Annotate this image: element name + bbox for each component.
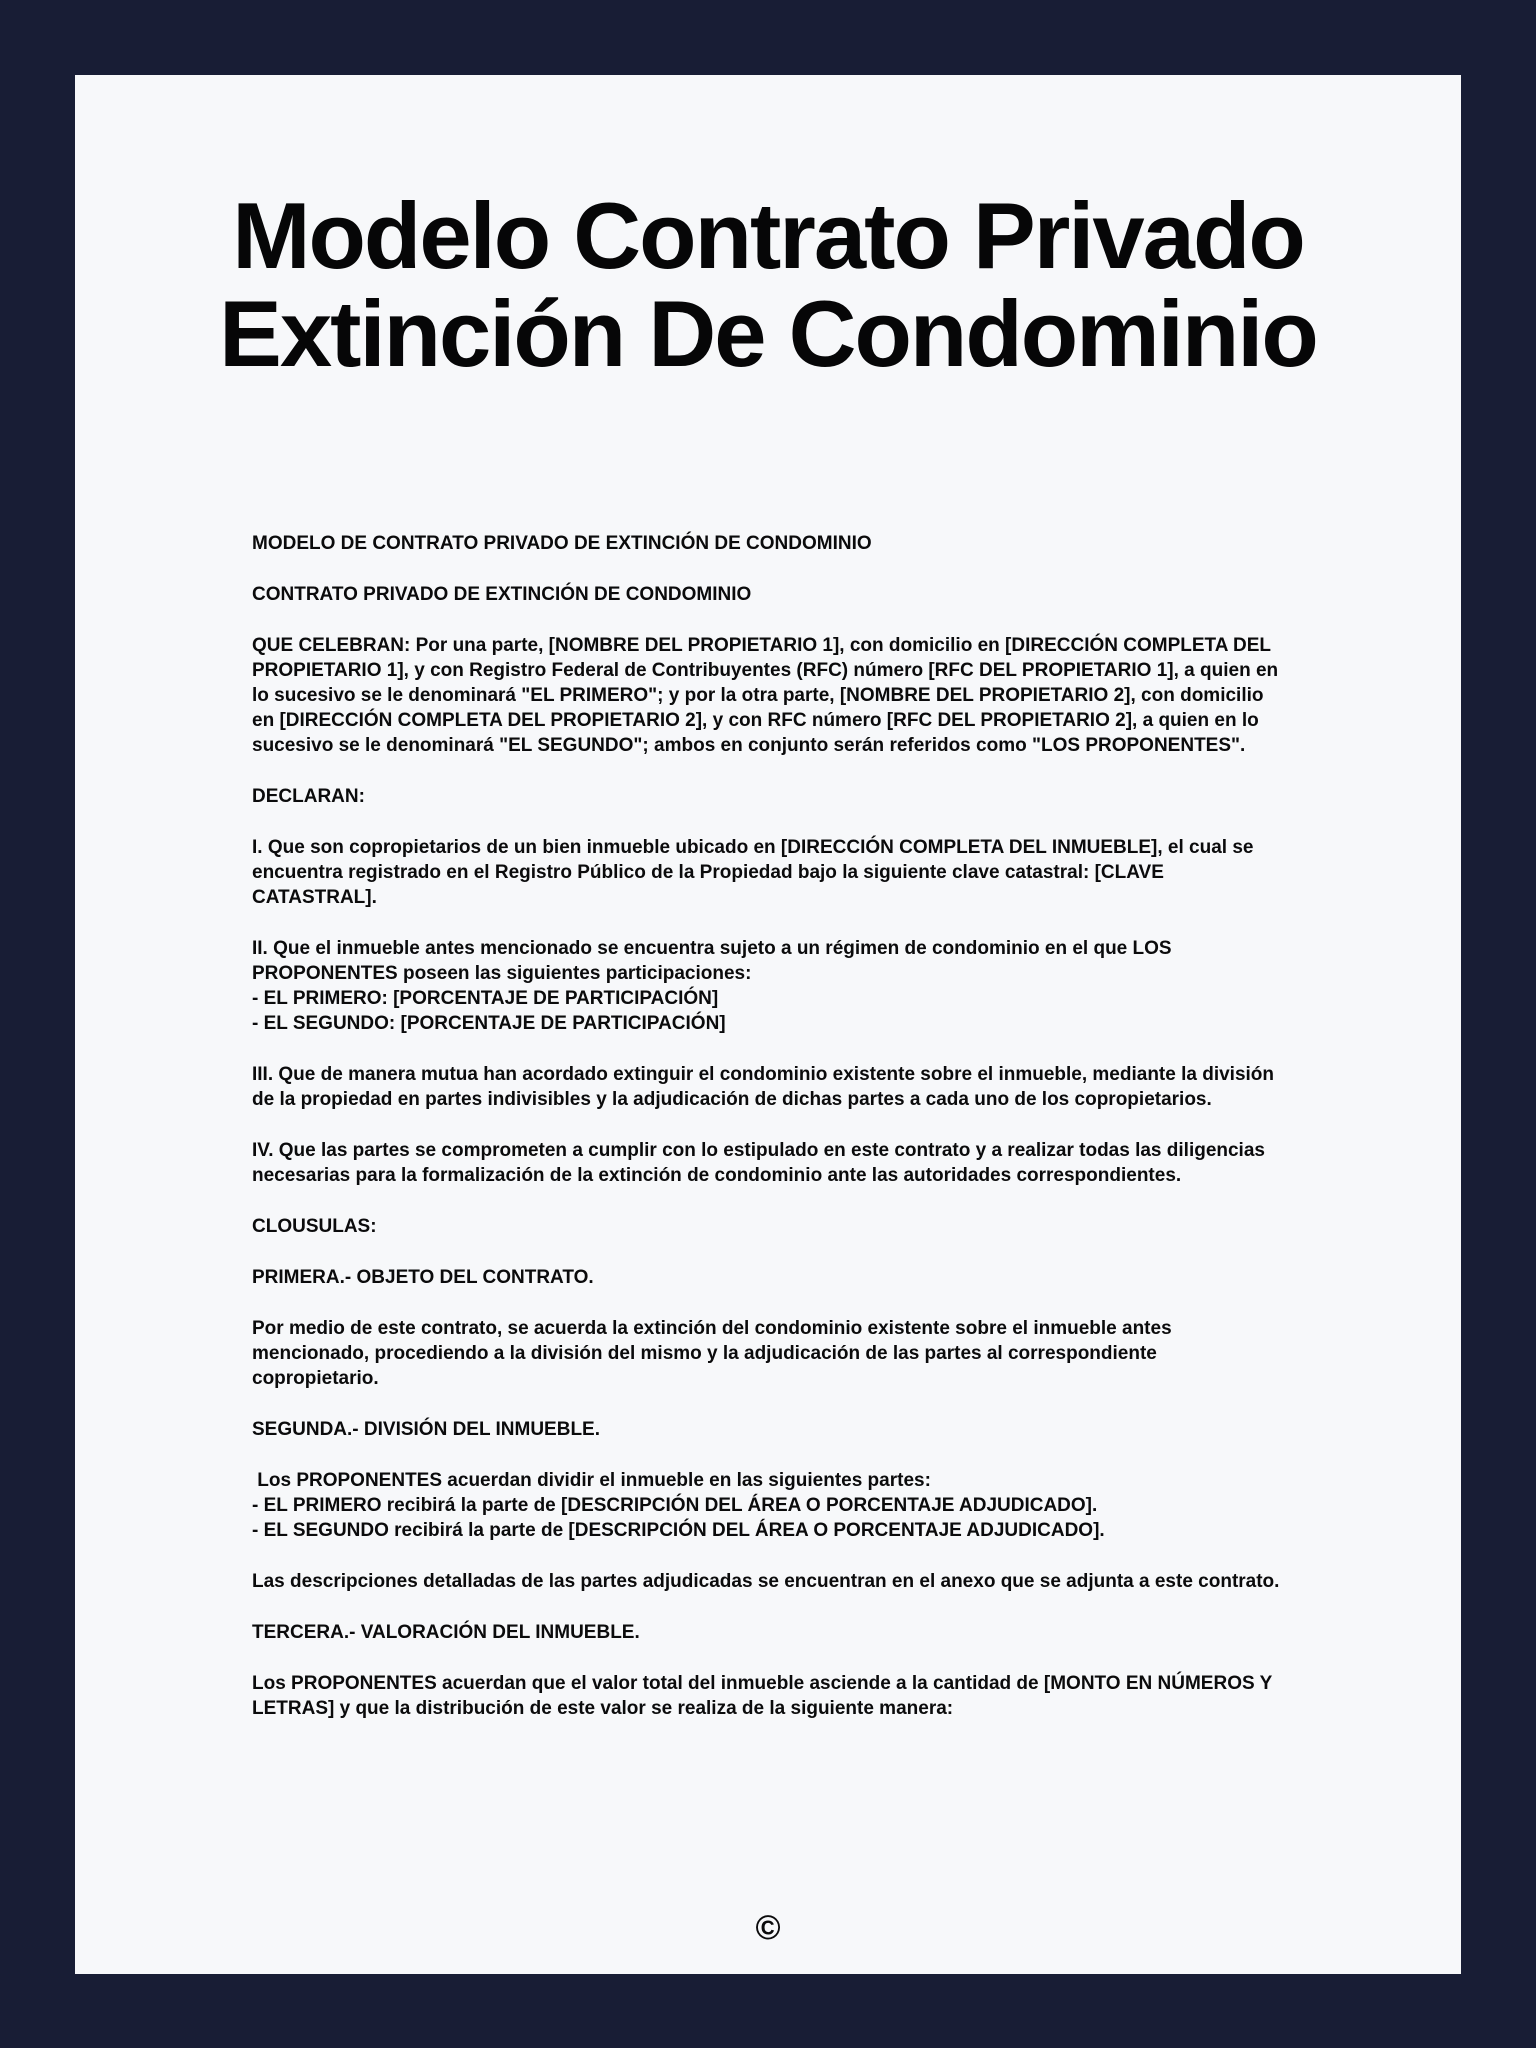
paragraph [252,1265,1284,1290]
paragraph-line: PRIMERA.- OBJETO DEL CONTRATO. [252,1266,594,1288]
paragraph [252,1569,1284,1594]
paragraph-line: TERCERA.- VALORACIÓN DEL INMUEBLE. [252,1621,640,1643]
page-title: Modelo Contrato Privado Extinción De Condominio [219,183,1317,386]
paragraph-line: DECLARAN: [252,785,365,807]
paragraph-line: QUE CELEBRAN: Por una parte, [NOMBRE DEL PROPIETARIO 1], con domicilio en [DIRECCIÓN COMPLETA DEL PROPIETARIO 1], y con Registro Federal de Contribuyentes (RFC) número [RFC DEL PROPIETARIO 1], a quien en lo sucesivo se le denominará "EL PRIMERO"; y por la otra parte, [NOMBRE DEL PROPIETARIO 2], con domicilio en [DIRECCIÓN COMPLETA DEL PROPIETARIO 2], y con RFC número [RFC DEL PROPIETARIO 2], a quien en lo sucesivo se le denominará "EL SEGUNDO"; ambos en conjunto serán referidos como "LOS PROPONENTES". [252,634,1284,756]
paragraph-line: CLOUSULAS: [252,1215,377,1237]
paragraph [252,1468,1284,1543]
paragraph [252,1062,1284,1112]
paragraph-line: II. Que el inmueble antes mencionado se encuentra sujeto a un régimen de condominio en el que LOS PROPONENTES poseen las siguientes participaciones: [252,937,1177,984]
paragraph [252,1417,1284,1442]
document-body [75,531,1461,1721]
paragraph-line: - EL PRIMERO recibirá la parte de [DESCRIPCIÓN DEL ÁREA O PORCENTAJE ADJUDICADO]. [252,1494,1098,1516]
paragraph [252,531,1284,556]
paragraph-line: IV. Que las partes se comprometen a cumplir con lo estipulado en este contrato y a realizar todas las diligencias necesarias para la formalización de la extinción de condominio ante las autoridades correspondientes. [252,1139,1271,1186]
paragraph-line: Por medio de este contrato, se acuerda la extinción del condominio existente sobre el inmueble antes mencionado, procediendo a la división del mismo y la adjudicación de las partes al correspondiente copropietario. [252,1317,1177,1389]
paragraph-line: - EL SEGUNDO recibirá la parte de [DESCRIPCIÓN DEL ÁREA O PORCENTAJE ADJUDICADO]. [252,1519,1105,1541]
paragraph [252,1316,1284,1391]
paragraph [252,1138,1284,1188]
paragraph-line: MODELO DE CONTRATO PRIVADO DE EXTINCIÓN DE CONDOMINIO [252,532,872,554]
paragraph-line: - EL SEGUNDO: [PORCENTAJE DE PARTICIPACIÓN] [252,1012,726,1034]
paragraph [252,784,1284,809]
paragraph [252,1214,1284,1239]
paragraph-line: I. Que son copropietarios de un bien inmueble ubicado en [DIRECCIÓN COMPLETA DEL INMUEBLE], el cual se encuentra registrado en el Registro Público de la Propiedad bajo la siguiente clave catastral: [CLAVE CATASTRAL]. [252,836,1259,908]
paragraph-line: SEGUNDA.- DIVISIÓN DEL INMUEBLE. [252,1418,601,1440]
paragraph [252,1671,1284,1721]
paragraph-line: III. Que de manera mutua han acordado extinguir el condominio existente sobre el inmueble, mediante la división de la propiedad en partes indivisibles y la adjudicación de dichas partes a cada uno de los copropietarios. [252,1063,1280,1110]
paragraph [252,633,1284,758]
paragraph-line: Las descripciones detalladas de las partes adjudicadas se encuentran en el anexo que se adjunta a este contrato. [252,1570,1280,1592]
paragraph [252,1620,1284,1645]
paragraph [252,936,1284,1036]
document-page [75,75,1461,1974]
paragraph-line: CONTRATO PRIVADO DE EXTINCIÓN DE CONDOMINIO [252,583,752,605]
paragraph [252,835,1284,910]
paragraph [252,582,1284,607]
copyright-symbol: © [755,1909,781,1947]
paragraph-line: Los PROPONENTES acuerdan dividir el inmueble en las siguientes partes: [252,1469,931,1491]
paragraph-line: - EL PRIMERO: [PORCENTAJE DE PARTICIPACIÓN] [252,987,719,1009]
paragraph-line: Los PROPONENTES acuerdan que el valor total del inmueble asciende a la cantidad de [MONTO EN NÚMEROS Y LETRAS] y que la distribución de este valor se realiza de la siguiente manera: [252,1672,1278,1719]
